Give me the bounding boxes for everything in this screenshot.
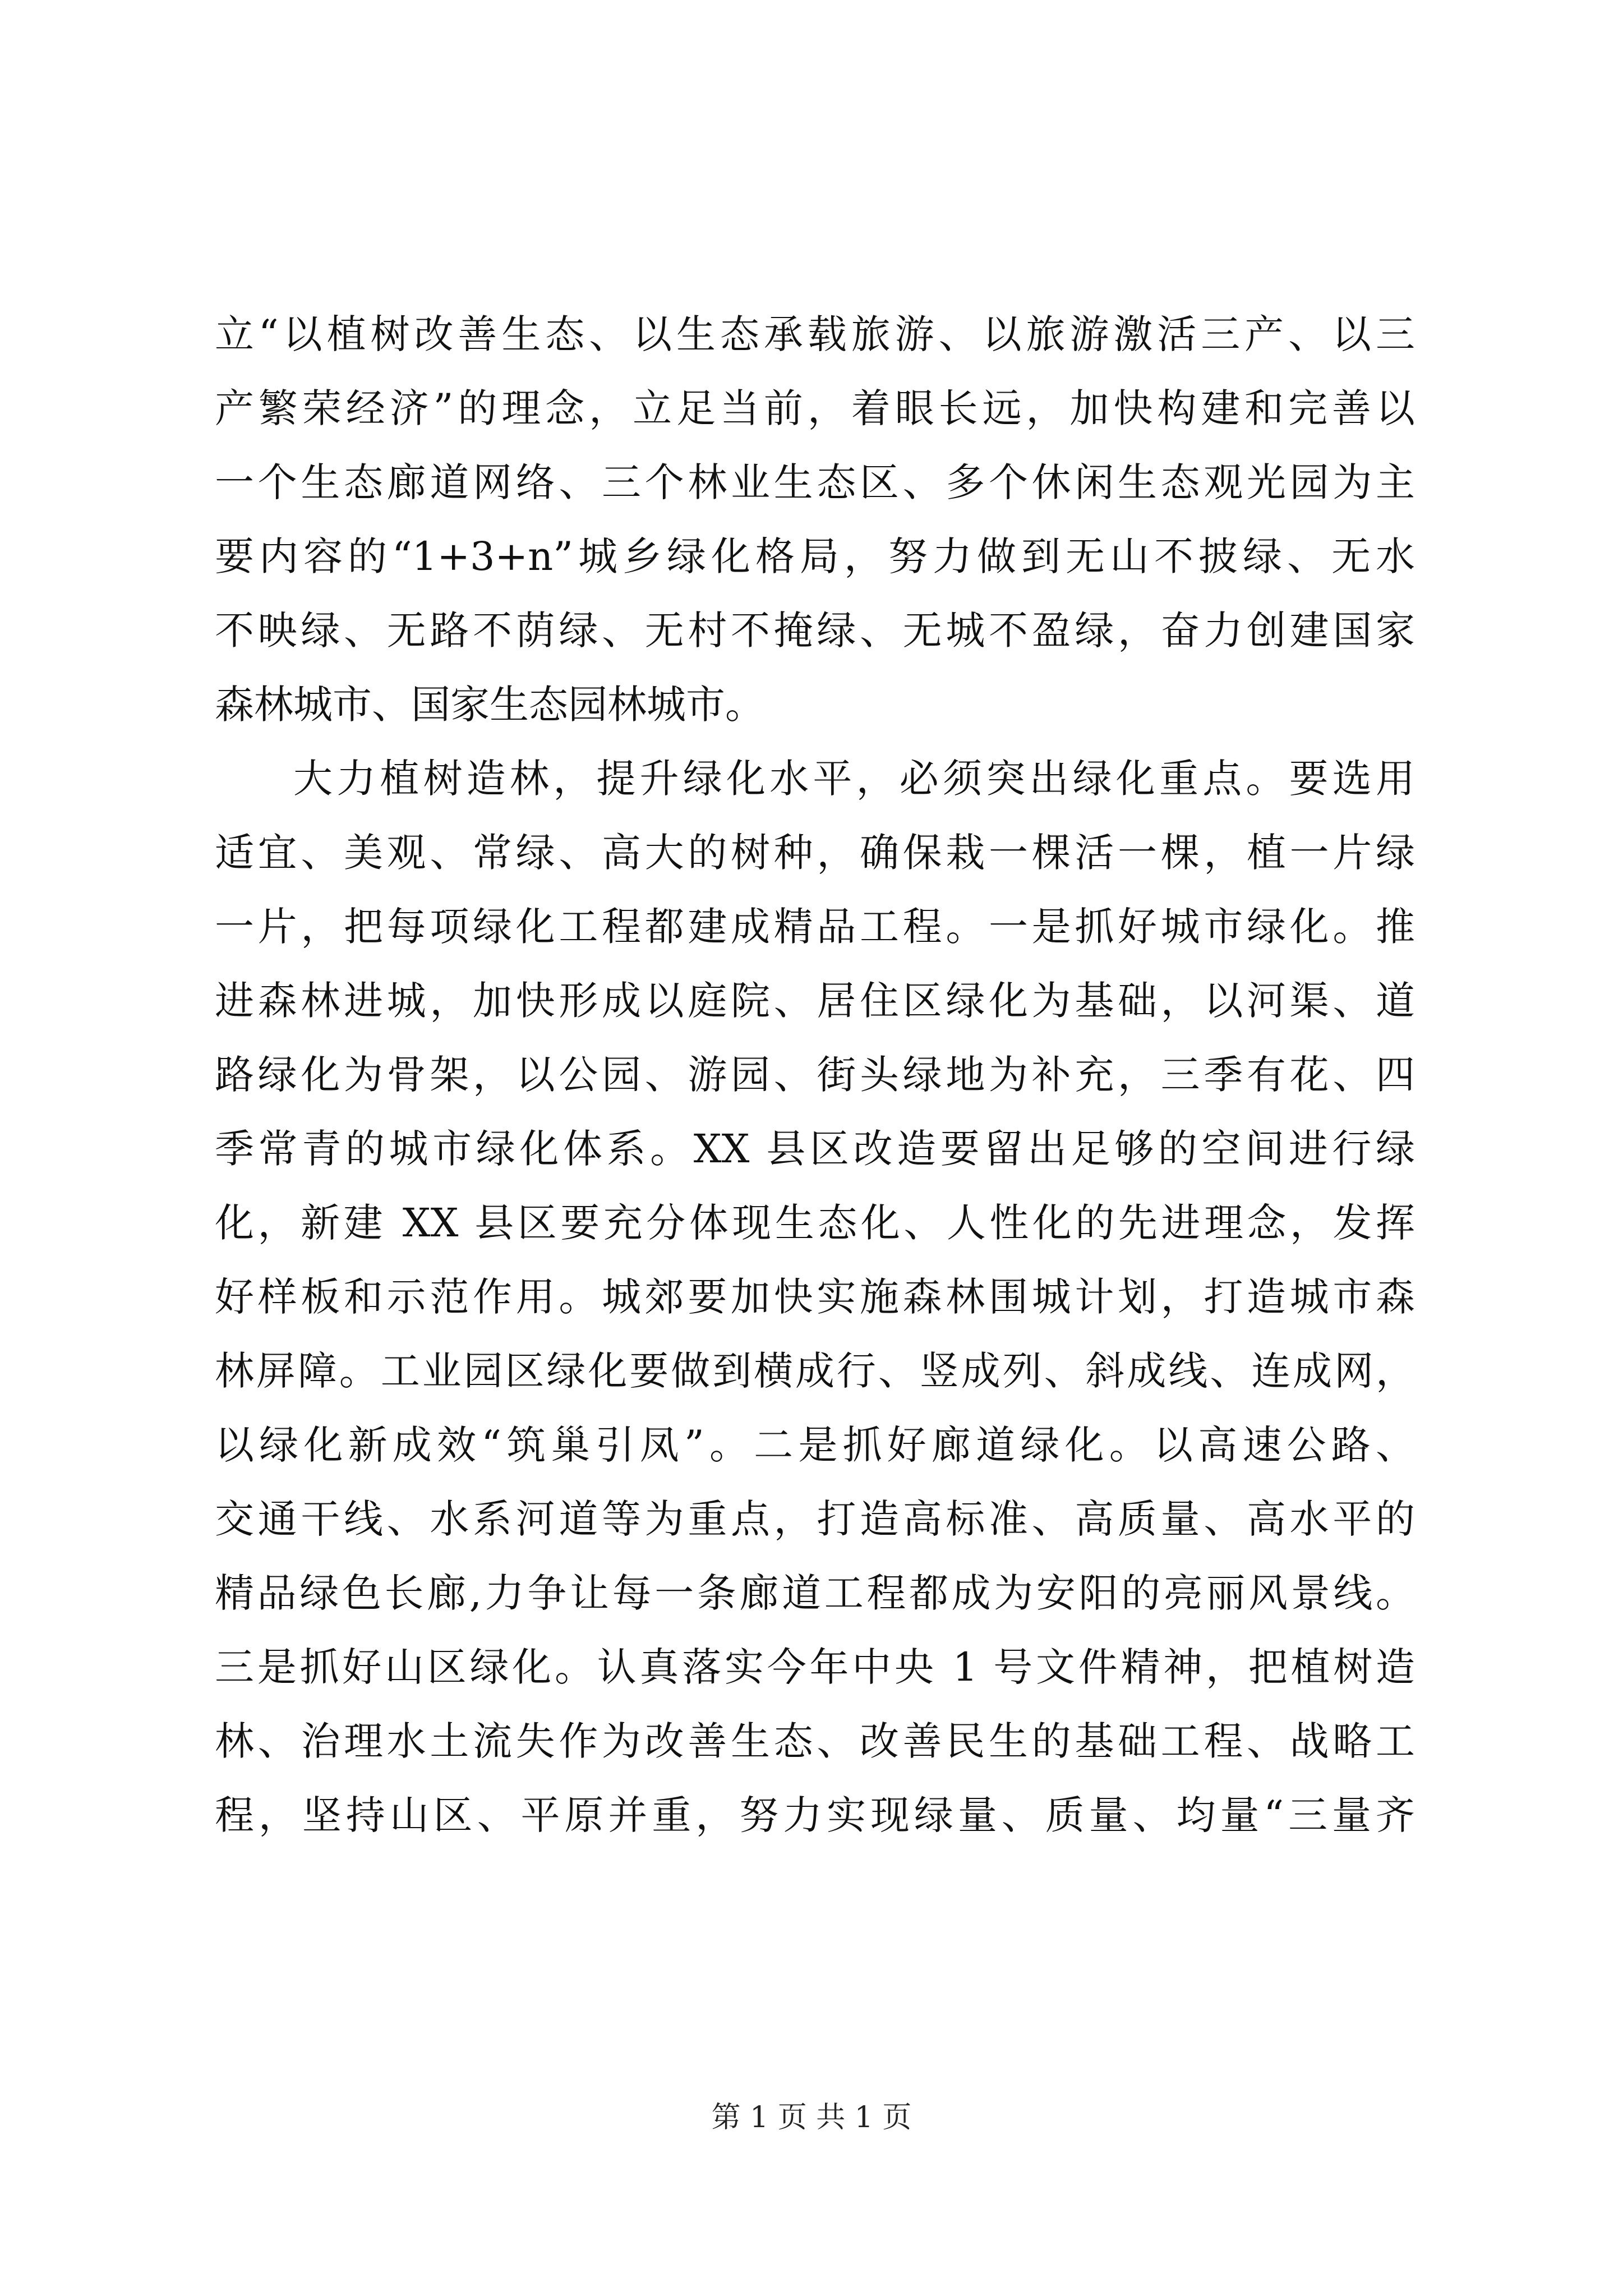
text-line: 不映绿、无路不荫绿、无村不掩绿、无城不盈绿，奋力创建国家 (215, 608, 1415, 654)
text-line: 产繁荣经济”的理念，立足当前，着眼长远，加快构建和完善以 (215, 385, 1415, 431)
document-body (215, 297, 1415, 1852)
text-line: 森林城市、国家生态园林城市。 (215, 682, 764, 728)
text-line: 大力植树造林，提升绿化水平，必须突出绿化重点。要选用 (293, 756, 1415, 802)
text-line: 好样板和示范作用。城郊要加快实施森林围城计划，打造城市森 (215, 1274, 1415, 1320)
text-line: 林、治理水土流失作为改善生态、改善民生的基础工程、战略工 (215, 1718, 1415, 1764)
text-line: 立“以植树改善生态、以生态承载旅游、以旅游激活三产、以三 (215, 311, 1415, 357)
text-line: 一片，把每项绿化工程都建成精品工程。一是抓好城市绿化。推 (215, 904, 1415, 950)
text-line: 要内容的“1+3+n”城乡绿化格局，努力做到无山不披绿、无水 (215, 533, 1415, 579)
text-line: 三是抓好山区绿化。认真落实今年中央 1 号文件精神，把植树造 (215, 1644, 1415, 1690)
text-line: 以绿化新成效“筑巢引凤”。二是抓好廊道绿化。以高速公路、 (215, 1422, 1415, 1468)
text-line: 精品绿色长廊,力争让每一条廊道工程都成为安阳的亮丽风景线。 (215, 1570, 1415, 1616)
text-line: 路绿化为骨架，以公园、游园、街头绿地为补充，三季有花、四 (215, 1052, 1415, 1098)
text-line: 适宜、美观、常绿、高大的树种，确保栽一棵活一棵，植一片绿 (215, 830, 1415, 876)
text-line: 程，坚持山区、平原并重，努力实现绿量、质量、均量“三量齐 (215, 1792, 1415, 1838)
page-number: 第 1 页 共 1 页 (711, 2101, 912, 2134)
paragraph (215, 297, 1415, 742)
text-line: 季常青的城市绿化体系。XX 县区改造要留出足够的空间进行绿 (215, 1126, 1415, 1172)
text-line: 交通干线、水系河道等为重点，打造高标准、高质量、高水平的 (215, 1496, 1415, 1542)
paragraph (215, 742, 1415, 1852)
text-line: 林屏障。工业园区绿化要做到横成行、竖成列、斜成线、连成网， (215, 1348, 1415, 1394)
text-line: 进森林进城，加快形成以庭院、居住区绿化为基础，以河渠、道 (215, 978, 1415, 1024)
text-line: 一个生态廊道网络、三个林业生态区、多个休闲生态观光园为主 (215, 459, 1415, 505)
page-footer (0, 2098, 1623, 2137)
text-line: 化，新建 XX 县区要充分体现生态化、人性化的先进理念，发挥 (215, 1200, 1415, 1246)
